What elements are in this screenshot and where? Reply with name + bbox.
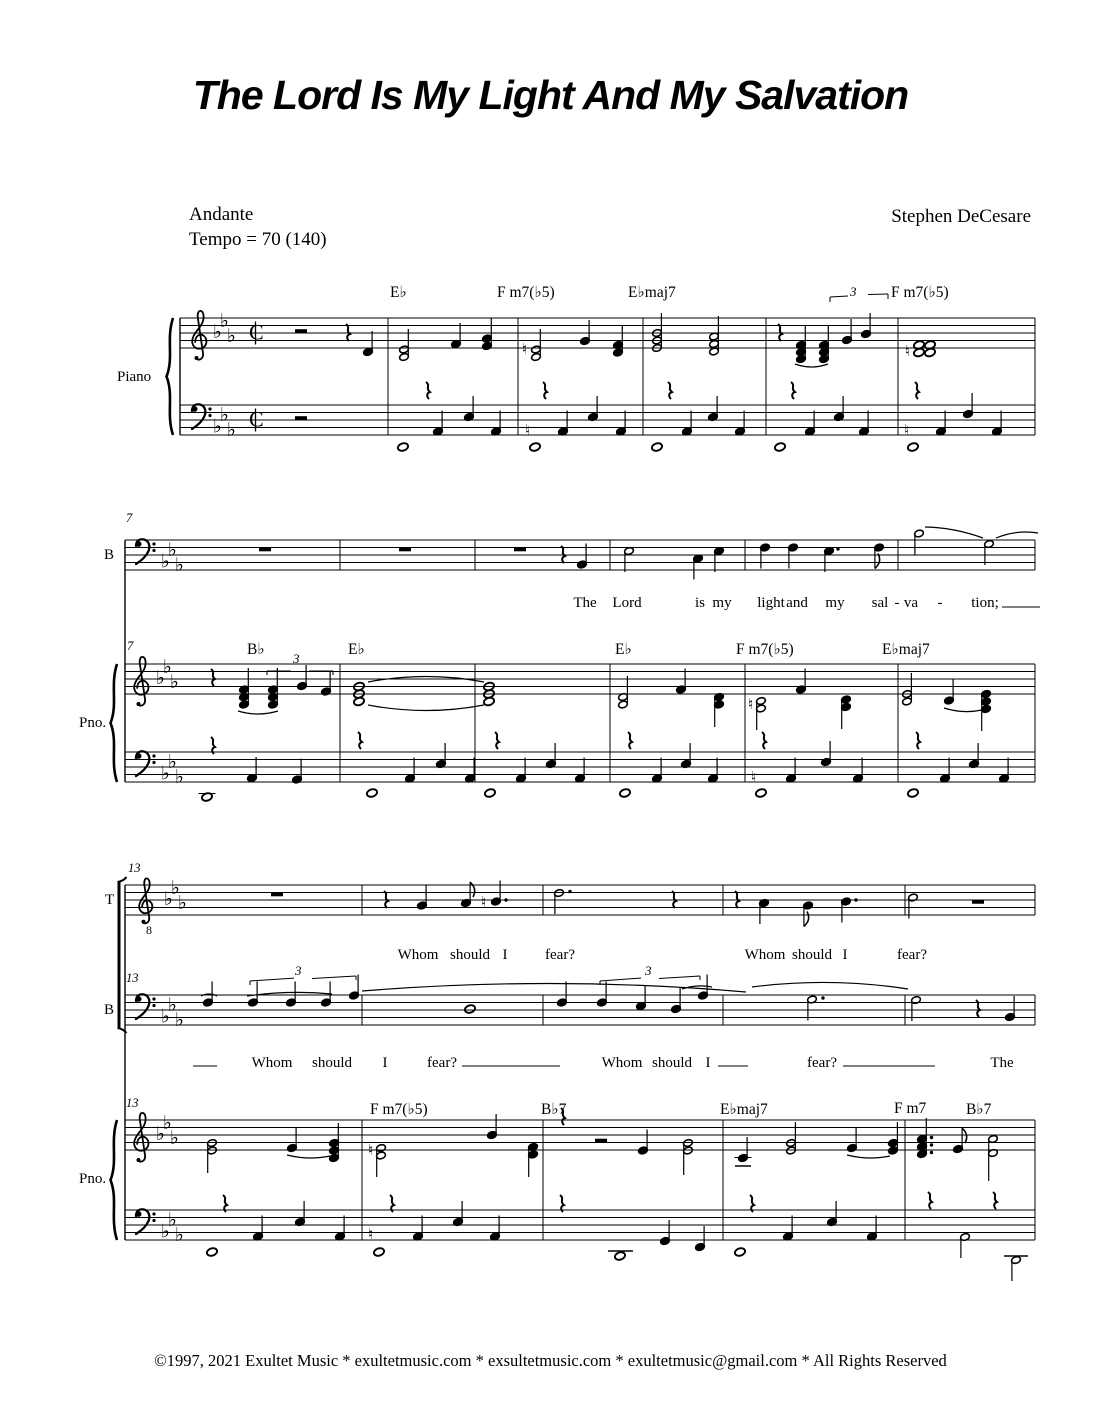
instrument-label-b: B bbox=[104, 547, 115, 563]
note bbox=[907, 442, 919, 452]
note bbox=[207, 1139, 218, 1148]
bass-clef-icon bbox=[152, 754, 155, 757]
tempo-value: Tempo = 70 (140) bbox=[189, 229, 327, 250]
bass-clef-icon bbox=[152, 761, 155, 764]
lyric-syllable: I bbox=[382, 1055, 388, 1071]
note bbox=[917, 1150, 928, 1159]
note bbox=[613, 348, 624, 357]
chord-label: F m7(♭5) bbox=[891, 284, 949, 301]
note bbox=[819, 355, 830, 364]
chord-label: E♭ bbox=[390, 284, 407, 301]
tuplet-number: 3 bbox=[293, 651, 300, 666]
quarter-rest-icon bbox=[668, 382, 672, 399]
lyric-syllable: should bbox=[311, 1055, 353, 1071]
lyric-syllable: and bbox=[786, 595, 808, 611]
note bbox=[366, 788, 378, 798]
note bbox=[239, 700, 250, 709]
augmentation-dot bbox=[930, 1136, 933, 1139]
note bbox=[888, 1139, 899, 1148]
half-rest-icon bbox=[972, 900, 984, 904]
half-rest-icon bbox=[295, 329, 307, 333]
flat-sign-icon: ♭ bbox=[168, 751, 177, 773]
tempo-marking: Andante bbox=[189, 204, 254, 225]
note bbox=[774, 442, 786, 452]
note bbox=[981, 697, 992, 706]
chord-label: F m7(♭5) bbox=[736, 641, 794, 658]
note bbox=[734, 1247, 746, 1257]
chord-label: B♭ bbox=[247, 641, 265, 658]
note bbox=[981, 705, 992, 714]
tie-slur bbox=[795, 364, 828, 367]
quarter-rest-icon bbox=[791, 382, 795, 399]
whole-rest-icon bbox=[514, 548, 526, 552]
note bbox=[924, 347, 936, 357]
tie-slur bbox=[238, 711, 278, 714]
measure-number: 7 bbox=[126, 511, 133, 525]
lyric-syllable: - bbox=[937, 595, 943, 611]
note bbox=[888, 1146, 899, 1155]
bass-clef-icon bbox=[152, 1004, 155, 1007]
flat-sign-icon: ♭ bbox=[175, 1009, 184, 1031]
note bbox=[529, 442, 541, 452]
bass-clef-icon bbox=[152, 1212, 155, 1215]
flat-sign-icon: ♭ bbox=[171, 877, 180, 899]
chord-label: B♭7 bbox=[541, 1101, 567, 1118]
note bbox=[786, 1146, 797, 1155]
lyric-syllable: should bbox=[449, 947, 491, 963]
flat-sign-icon: ♭ bbox=[213, 321, 222, 343]
tuplet-bracket bbox=[659, 976, 700, 979]
note bbox=[482, 342, 493, 351]
composer-name: Stephen DeCesare bbox=[891, 206, 1031, 227]
lyric-syllable: should bbox=[651, 1055, 693, 1071]
tuplet-number: 3 bbox=[850, 284, 857, 299]
note bbox=[399, 353, 410, 362]
note bbox=[353, 696, 365, 706]
flat-sign-icon: ♭ bbox=[161, 1005, 170, 1028]
note bbox=[841, 695, 852, 704]
flat-sign-icon: ♭ bbox=[161, 1220, 170, 1243]
chord-label: E♭maj7 bbox=[628, 284, 676, 301]
note bbox=[714, 700, 725, 709]
measure-number: 13 bbox=[128, 861, 141, 875]
flat-sign-icon: ♭ bbox=[161, 762, 170, 785]
lyric-syllable: The bbox=[990, 1055, 1014, 1071]
lyric-syllable: va bbox=[903, 595, 919, 611]
bass-clef-icon bbox=[152, 997, 155, 1000]
natural-sign-icon: ♮ bbox=[751, 768, 757, 786]
cut-time-icon: C bbox=[249, 319, 264, 345]
flat-sign-icon: ♭ bbox=[170, 1127, 179, 1149]
eighth-flag-icon bbox=[875, 554, 880, 569]
lyric-syllable: Whom bbox=[601, 1055, 643, 1071]
flat-sign-icon: ♭ bbox=[220, 310, 229, 332]
treble-clef-icon bbox=[142, 920, 146, 924]
cut-time-icon: C bbox=[249, 406, 264, 432]
note bbox=[796, 355, 807, 364]
natural-sign-icon: ♮ bbox=[522, 340, 528, 358]
augmentation-dot bbox=[930, 1151, 933, 1154]
lyric-syllable: fear? bbox=[897, 947, 927, 963]
instrument-label-pno: Pno. bbox=[79, 715, 107, 731]
note bbox=[651, 442, 663, 452]
instrument-label-t: T bbox=[105, 892, 115, 908]
chord-label: F m7 bbox=[894, 1100, 927, 1117]
quarter-rest-icon bbox=[358, 732, 362, 749]
quarter-rest-icon bbox=[993, 1192, 997, 1209]
augmentation-dot bbox=[930, 1143, 933, 1146]
flat-sign-icon: ♭ bbox=[156, 1123, 165, 1145]
tie-slur bbox=[996, 532, 1038, 538]
note bbox=[755, 788, 767, 798]
note bbox=[907, 788, 919, 798]
quarter-rest-icon bbox=[762, 732, 766, 749]
natural-sign-icon: ♮ bbox=[905, 342, 911, 360]
natural-sign-icon: ♮ bbox=[904, 421, 910, 439]
quarter-rest-icon bbox=[390, 1195, 394, 1212]
bass-clef-icon bbox=[208, 414, 211, 417]
treble-clef-icon bbox=[137, 702, 141, 706]
quarter-rest-icon bbox=[223, 1195, 227, 1212]
lyric-syllable: sal bbox=[871, 595, 889, 611]
flat-sign-icon: ♭ bbox=[227, 325, 236, 347]
lyric-syllable: I bbox=[842, 947, 848, 963]
chord-label: E♭maj7 bbox=[882, 641, 930, 658]
lyric-syllable: Whom bbox=[397, 947, 439, 963]
whole-rest-icon bbox=[271, 893, 283, 897]
note bbox=[484, 788, 496, 798]
flat-sign-icon: ♭ bbox=[163, 1112, 172, 1134]
chord-label: E♭ bbox=[615, 641, 632, 658]
note bbox=[207, 1146, 218, 1155]
page-title: The Lord Is My Light And My Salvation bbox=[192, 72, 909, 118]
quarter-rest-icon bbox=[915, 382, 919, 399]
tie-slur bbox=[847, 1155, 890, 1158]
note bbox=[618, 700, 629, 709]
flat-sign-icon: ♭ bbox=[175, 554, 184, 576]
flat-sign-icon: ♭ bbox=[156, 667, 165, 689]
quarter-rest-icon bbox=[560, 1195, 564, 1212]
measure-number: 7 bbox=[127, 639, 134, 653]
treble-clef-icon bbox=[137, 1158, 141, 1162]
flat-sign-icon: ♭ bbox=[213, 415, 222, 438]
lyric-syllable: light bbox=[757, 595, 785, 611]
flat-sign-icon: ♭ bbox=[168, 1209, 177, 1231]
note bbox=[482, 334, 493, 343]
piano-brace bbox=[167, 318, 174, 435]
quarter-rest-icon bbox=[543, 382, 547, 399]
augmentation-dot bbox=[854, 898, 857, 901]
lyric-syllable: - bbox=[894, 595, 900, 611]
tie-slur bbox=[287, 1155, 330, 1158]
tuplet-number: 3 bbox=[295, 963, 302, 978]
quarter-rest-icon bbox=[750, 1195, 754, 1212]
lyric-syllable: is bbox=[694, 595, 706, 611]
note bbox=[531, 353, 542, 362]
quarter-rest-icon bbox=[916, 732, 920, 749]
note bbox=[756, 697, 767, 706]
flat-sign-icon: ♭ bbox=[175, 1224, 184, 1246]
lyric-syllable: Whom bbox=[251, 1055, 293, 1071]
natural-sign-icon: ♮ bbox=[748, 695, 754, 713]
quarter-rest-icon bbox=[426, 382, 430, 399]
piano-brace bbox=[111, 664, 118, 782]
natural-sign-icon: ♮ bbox=[368, 1141, 374, 1159]
vocal-bracket bbox=[118, 877, 127, 882]
half-rest-icon bbox=[295, 416, 307, 420]
note bbox=[614, 1251, 626, 1261]
flat-sign-icon: ♭ bbox=[220, 404, 229, 426]
lyric-syllable: I bbox=[502, 947, 508, 963]
flat-sign-icon: ♭ bbox=[170, 671, 179, 693]
augmentation-dot bbox=[504, 898, 507, 901]
chord-label: F m7(♭5) bbox=[497, 284, 555, 301]
extender-line bbox=[868, 294, 888, 295]
note bbox=[376, 1151, 387, 1160]
note bbox=[397, 442, 409, 452]
measure-number: 13 bbox=[126, 1096, 139, 1110]
bass-clef-icon bbox=[152, 549, 155, 552]
note bbox=[464, 1004, 476, 1014]
note bbox=[329, 1154, 340, 1163]
flat-sign-icon: ♭ bbox=[161, 550, 170, 573]
chord-label: B♭7 bbox=[966, 1101, 992, 1118]
tuplet-bracket bbox=[312, 976, 356, 979]
quarter-rest-icon bbox=[628, 732, 632, 749]
flat-sign-icon: ♭ bbox=[163, 656, 172, 678]
note bbox=[683, 1139, 694, 1148]
note bbox=[756, 704, 767, 713]
note bbox=[268, 700, 279, 709]
note bbox=[652, 336, 663, 345]
note bbox=[683, 1146, 694, 1155]
note bbox=[206, 1247, 218, 1257]
note bbox=[786, 1139, 797, 1148]
note bbox=[376, 1144, 387, 1153]
extender-line bbox=[830, 296, 848, 297]
lyric-syllable: fear? bbox=[427, 1055, 457, 1071]
note bbox=[329, 1139, 340, 1148]
tie-slur bbox=[925, 527, 983, 538]
lyric-syllable: Whom bbox=[744, 947, 786, 963]
whole-rest-icon bbox=[259, 548, 271, 552]
note bbox=[902, 697, 913, 706]
chord-label: E♭ bbox=[348, 641, 365, 658]
lyric-syllable: my bbox=[825, 595, 845, 611]
augmentation-dot bbox=[568, 890, 571, 893]
lyric-syllable: Lord bbox=[612, 595, 642, 611]
eighth-flag-icon bbox=[470, 882, 475, 897]
measure-number: 13 bbox=[126, 971, 139, 985]
bass-clef-icon bbox=[208, 407, 211, 410]
note bbox=[483, 696, 495, 706]
whole-rest-icon bbox=[399, 548, 411, 552]
bass-clef-icon bbox=[152, 542, 155, 545]
lyric-syllable: should bbox=[791, 947, 833, 963]
flat-sign-icon: ♭ bbox=[227, 419, 236, 441]
natural-sign-icon: ♮ bbox=[368, 1225, 374, 1243]
quarter-rest-icon bbox=[495, 732, 499, 749]
quarter-rest-icon bbox=[928, 1192, 932, 1209]
lyric-syllable: I bbox=[705, 1055, 711, 1071]
octave-8-mark: 8 bbox=[146, 923, 152, 937]
instrument-label-piano: Piano bbox=[117, 369, 152, 385]
flat-sign-icon: ♭ bbox=[168, 539, 177, 561]
treble-clef-icon bbox=[195, 356, 199, 360]
note bbox=[399, 345, 410, 354]
lyric-syllable: fear? bbox=[807, 1055, 837, 1071]
note bbox=[913, 347, 925, 357]
tuplet-number: 3 bbox=[645, 963, 652, 978]
lyric-syllable: my bbox=[712, 595, 732, 611]
tie-slur bbox=[368, 705, 484, 711]
lyric-syllable: fear? bbox=[545, 947, 575, 963]
flat-sign-icon: ♭ bbox=[175, 766, 184, 788]
chord-label: E♭maj7 bbox=[720, 1101, 768, 1118]
instrument-label-pno: Pno. bbox=[79, 1171, 107, 1187]
flat-sign-icon: ♭ bbox=[168, 994, 177, 1016]
natural-sign-icon: ♮ bbox=[525, 421, 531, 439]
tuplet-bracket bbox=[600, 978, 641, 981]
tie-slur bbox=[752, 982, 908, 989]
chord-label: F m7(♭5) bbox=[370, 1101, 428, 1118]
lyric-syllable: The bbox=[573, 595, 597, 611]
note bbox=[329, 1146, 340, 1155]
tie-slur bbox=[944, 708, 982, 712]
quarter-rest-icon bbox=[211, 737, 215, 754]
flat-sign-icon: ♭ bbox=[164, 888, 173, 910]
flat-sign-icon: ♭ bbox=[178, 892, 187, 914]
note bbox=[528, 1150, 539, 1159]
piano-brace bbox=[111, 1120, 118, 1240]
note bbox=[373, 1247, 385, 1257]
note bbox=[841, 703, 852, 712]
tuplet-bracket bbox=[250, 978, 294, 981]
augmentation-dot bbox=[836, 547, 839, 550]
augmentation-dot bbox=[821, 996, 824, 999]
lyric-syllable: tion; bbox=[971, 595, 999, 611]
note bbox=[619, 788, 631, 798]
copyright-footer: ©1997, 2021 Exultet Music * exultetmusic.com * exsultetmusic.com * exultetmusic@gmail.com * All Rights Reserved bbox=[154, 1351, 947, 1370]
note bbox=[981, 690, 992, 699]
eighth-flag-icon bbox=[804, 912, 809, 927]
note bbox=[531, 345, 542, 354]
half-rest-icon bbox=[595, 1139, 607, 1143]
bass-clef-icon bbox=[152, 1219, 155, 1222]
instrument-label-b: B bbox=[104, 1002, 115, 1018]
natural-sign-icon: ♮ bbox=[481, 893, 487, 911]
